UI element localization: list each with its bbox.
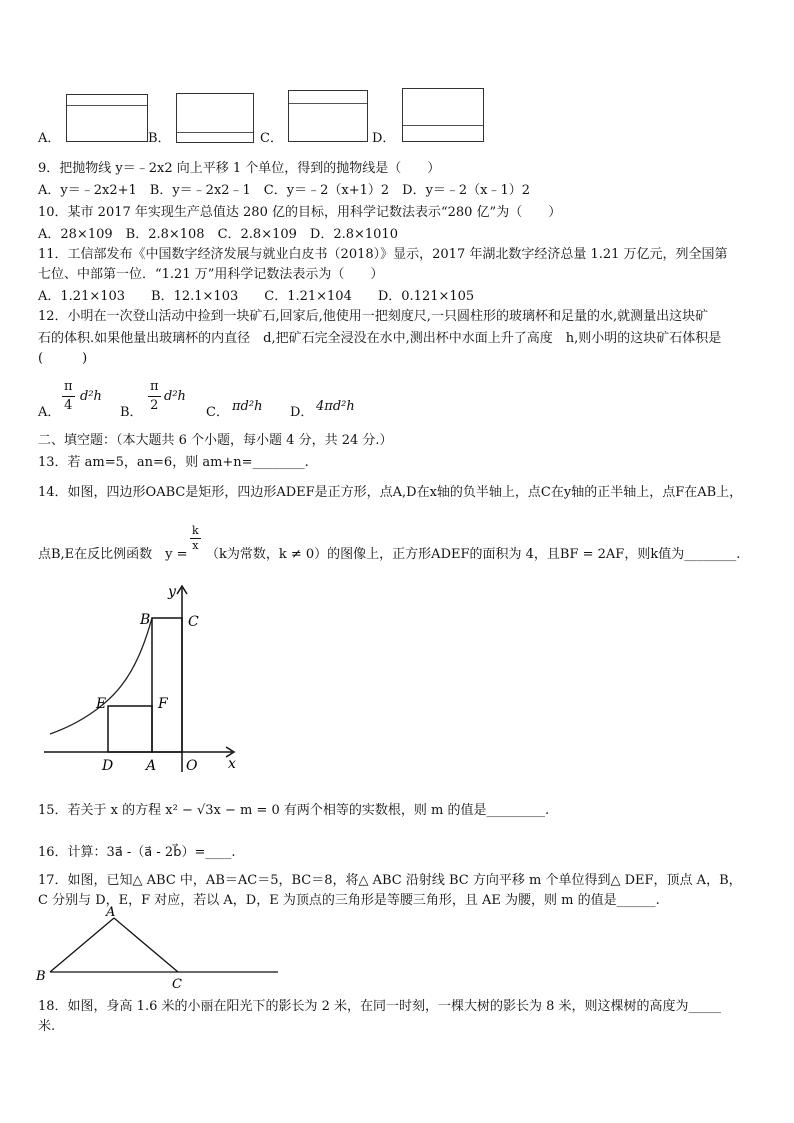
q11-options: A．1.21×103 B．12.1×103 C．1.21×104 D．0.121×105 — [38, 289, 475, 304]
q12-stem-line1: 12．小明在一次登山活动中捡到一块矿石,回家后,他使用一把刻度尺,一只圆柱形的玻璃杯和足量的水,就测量出这块矿 — [38, 309, 709, 324]
q12-option-a-num: π — [62, 378, 75, 397]
q8-options — [38, 88, 758, 148]
q14-hyperbola-curve — [50, 618, 152, 734]
q14-func-num: k — [192, 524, 199, 537]
q14-label-c: C — [188, 614, 199, 630]
q18-stem-line1: 18．如图，身高 1.6 米的小丽在阳光下的影长为 2 米，在同一时刻，一棵大树的影长为 8 米，则这棵树的高度为_____ — [38, 999, 722, 1014]
q12-option-b-num: π — [148, 378, 161, 397]
q14-square-adef — [108, 706, 152, 752]
q12-option-c-label: C． — [206, 405, 229, 420]
q17-stem-line2: C 分别与 D，E，F 对应，若以 A，D，E 为顶点的三角形是等腰三角形，且 AE 为腰，则 m 的值是______. — [38, 893, 660, 908]
q10-options: A．28×109 B．2.8×108 C．2.8×109 D．2.8×1010 — [38, 227, 398, 242]
q12-option-b-fraction — [148, 378, 161, 415]
q17-label-c: C — [172, 977, 182, 990]
q14-label-o: O — [186, 758, 198, 774]
q17-side-ab — [50, 918, 114, 972]
q14-function-fraction — [190, 524, 201, 553]
q14-rectangle-oabc — [152, 618, 182, 752]
q14-stem-line2 — [38, 524, 758, 564]
q14-label-f: F — [158, 696, 168, 712]
q17-label-b: B — [36, 969, 46, 984]
q14-label-x: x — [228, 756, 236, 772]
q14-stem-pre: 点B,E在反比例函数 y = — [38, 547, 188, 562]
q14-label-e: E — [96, 696, 107, 712]
q11-stem-line1: 11．工信部发布《中国数字经济发展与就业白皮书（2018）》显示，2017 年湖北数字经济总量 1.21 万亿元，列全国第 — [38, 247, 728, 262]
q12-option-a-den: 4 — [64, 398, 73, 413]
q13-text: 13．若 am=5，an=6，则 am+n=________. — [38, 455, 309, 470]
q8-option-b-figure — [176, 93, 254, 143]
q12-option-a-fraction — [62, 378, 75, 415]
q17-figure — [34, 904, 284, 990]
q17-stem-line1: 17．如图，已知△ ABC 中，AB＝AC＝5，BC＝8，将△ ABC 沿射线 BC 方向平移 m 个单位得到△ DEF，顶点 A，B， — [38, 873, 742, 888]
q14-func-den: x — [192, 539, 199, 552]
q8-option-d — [372, 88, 512, 148]
q17-side-ac — [114, 918, 178, 972]
q14-label-b: B — [140, 612, 151, 628]
q14-figure — [44, 582, 244, 774]
section-2-heading: 二、填空题：（本大题共 6 个小题，每小题 4 分，共 24 分.） — [38, 433, 393, 448]
q8-option-d-figure — [402, 88, 484, 142]
q12-option-d-expr: 4πd²h — [316, 399, 355, 414]
q12-options — [38, 378, 758, 422]
q9-options: A．y＝﹣2x2+1 B．y＝﹣2x2﹣1 C．y＝﹣2（x+1）2 D．y＝﹣2（x﹣1）2 — [38, 183, 531, 198]
q11-stem-line2: 七位、中部第一位．“1.21 万”用科学记数法表示为（ ） — [38, 267, 384, 282]
q8-option-c-figure — [288, 90, 368, 142]
q12-option-d-label: D． — [290, 405, 314, 420]
q12-option-a-tail: d²h — [80, 389, 102, 404]
q8-option-a-label: A． — [38, 131, 61, 146]
q8-option-b-label: B． — [148, 131, 171, 146]
q14-stem-post: （k为常数，k ≠ 0）的图像上，正方形ADEF的面积为 4，且BF = 2AF，则k值为________. — [206, 547, 741, 562]
q15-text: 15．若关于 x 的方程 x² − √3x − m = 0 有两个相等的实数根，则 m 的值是_________. — [38, 803, 550, 818]
q9-stem: 9．把抛物线 y＝﹣2x2 向上平移 1 个单位，得到的抛物线是（ ） — [38, 161, 441, 176]
q10-stem: 10．某市 2017 年实现生产总值达 280 亿的目标，用科学记数法表示“280 亿”为（ ） — [38, 205, 562, 220]
q14-stem-line1: 14．如图，四边形OABC是矩形，四边形ADEF是正方形，点A,D在x轴的负半轴上，点C在y轴的正半轴上，点F在AB上， — [38, 485, 743, 500]
q14-label-y: y — [168, 584, 176, 600]
q8-option-c-label: C． — [260, 131, 283, 146]
q8-option-a-figure — [66, 94, 148, 142]
q12-option-b-label: B． — [120, 405, 143, 420]
q17-label-a: A — [106, 905, 116, 920]
q14-label-a: A — [146, 758, 157, 774]
q12-option-a-label: A． — [38, 405, 61, 420]
q12-stem-line2: 石的体积.如果他量出玻璃杯的内直径 d,把矿石完全浸没在水中,测出杯中水面上升了高度 h,则小明的这块矿石体积是 — [38, 331, 722, 346]
q12-stem-line3: ( ) — [38, 351, 88, 366]
q14-label-d: D — [102, 758, 114, 774]
q18-stem-line2: 米. — [38, 1019, 56, 1034]
q12-option-c-expr: πd²h — [232, 399, 263, 414]
q12-option-b-tail: d²h — [164, 389, 186, 404]
q12-option-b-den: 2 — [150, 398, 159, 413]
q8-option-d-label: D． — [372, 131, 396, 146]
q16-text: 16．计算：3a⃗ -（a⃗ - 2b⃗）=____. — [38, 845, 236, 860]
